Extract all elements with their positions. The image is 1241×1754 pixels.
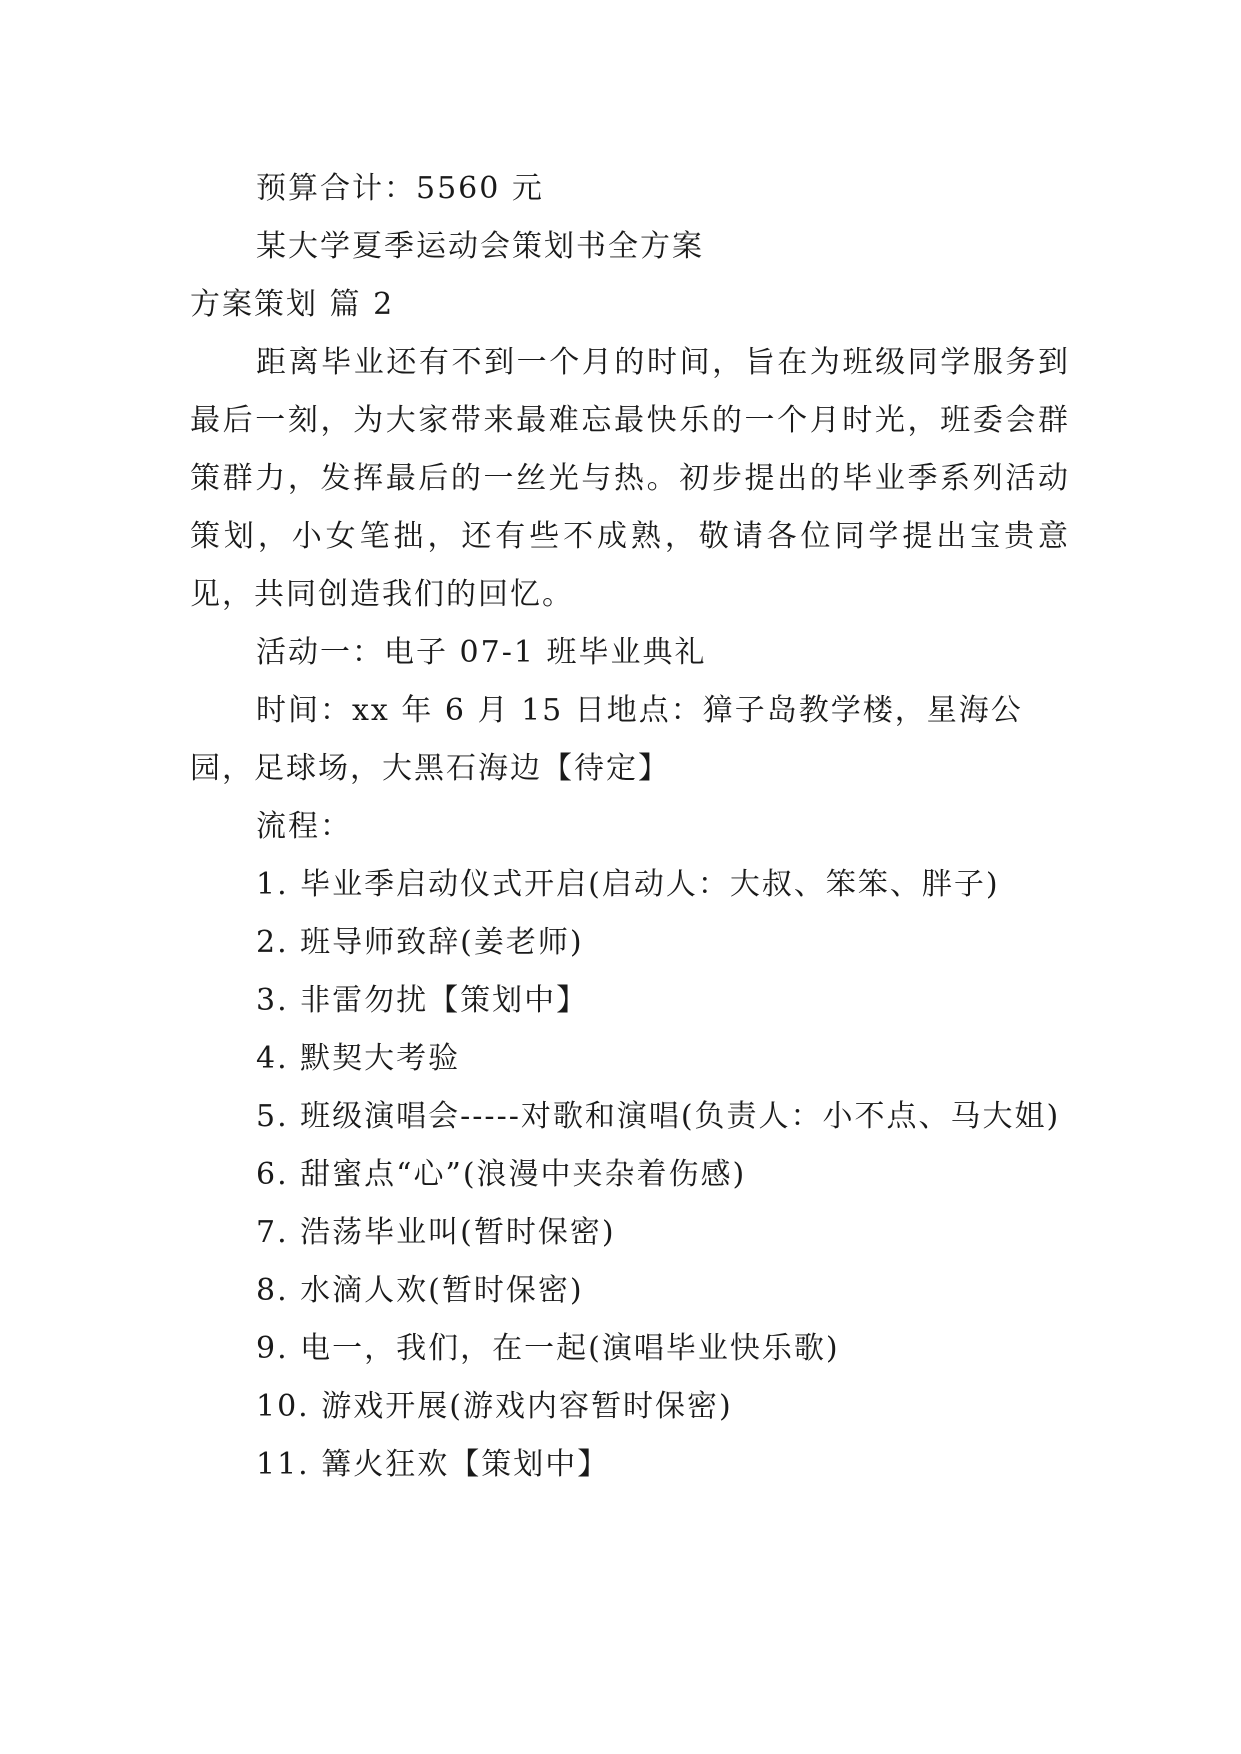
- section-heading: 方案策划 篇 2: [190, 287, 395, 322]
- flow-item-8: 8. 水滴人欢(暂时保密): [256, 1273, 584, 1308]
- flow-item-1: 1. 毕业季启动仪式开启(启动人：大叔、笨笨、胖子): [256, 867, 1000, 902]
- flow-item-5: 5. 班级演唱会-----对歌和演唱(负责人：小不点、马大姐): [256, 1099, 1061, 1134]
- document-body: [190, 160, 1070, 1494]
- flow-item-2: 2. 班导师致辞(姜老师): [256, 925, 584, 960]
- flow-item-4: 4. 默契大考验: [256, 1041, 461, 1076]
- intro-paragraph: 距离毕业还有不到一个月的时间，旨在为班级同学服务到最后一刻，为大家带来最难忘最快乐的一个月时光，班委会群策群力，发挥最后的一丝光与热。初步提出的毕业季系列活动策划，小女笔拙，还有些不成熟，敬请各位同学提出宝贵意见，共同创造我们的回忆。: [190, 345, 1070, 612]
- flow-item-11: 11. 篝火狂欢【策划中】: [256, 1447, 610, 1482]
- flow-label: 流程：: [256, 809, 352, 844]
- flow-item-9: 9. 电一，我们，在一起(演唱毕业快乐歌): [256, 1331, 840, 1366]
- previous-plan-title: 某大学夏季运动会策划书全方案: [256, 229, 704, 264]
- activity-title: 活动一：电子 07-1 班毕业典礼: [256, 635, 707, 670]
- flow-item-6: 6. 甜蜜点“心”(浪漫中夹杂着伤感): [256, 1157, 747, 1192]
- flow-item-3: 3. 非雷勿扰【策划中】: [256, 983, 589, 1018]
- budget-total: 预算合计：5560 元: [256, 171, 544, 206]
- time-place: 时间：xx 年 6 月 15 日地点：獐子岛教学楼，星海公园，足球场，大黑石海边【待定】: [190, 693, 1023, 786]
- flow-item-7: 7. 浩荡毕业叫(暂时保密): [256, 1215, 616, 1250]
- flow-item-10: 10. 游戏开展(游戏内容暂时保密): [256, 1389, 733, 1424]
